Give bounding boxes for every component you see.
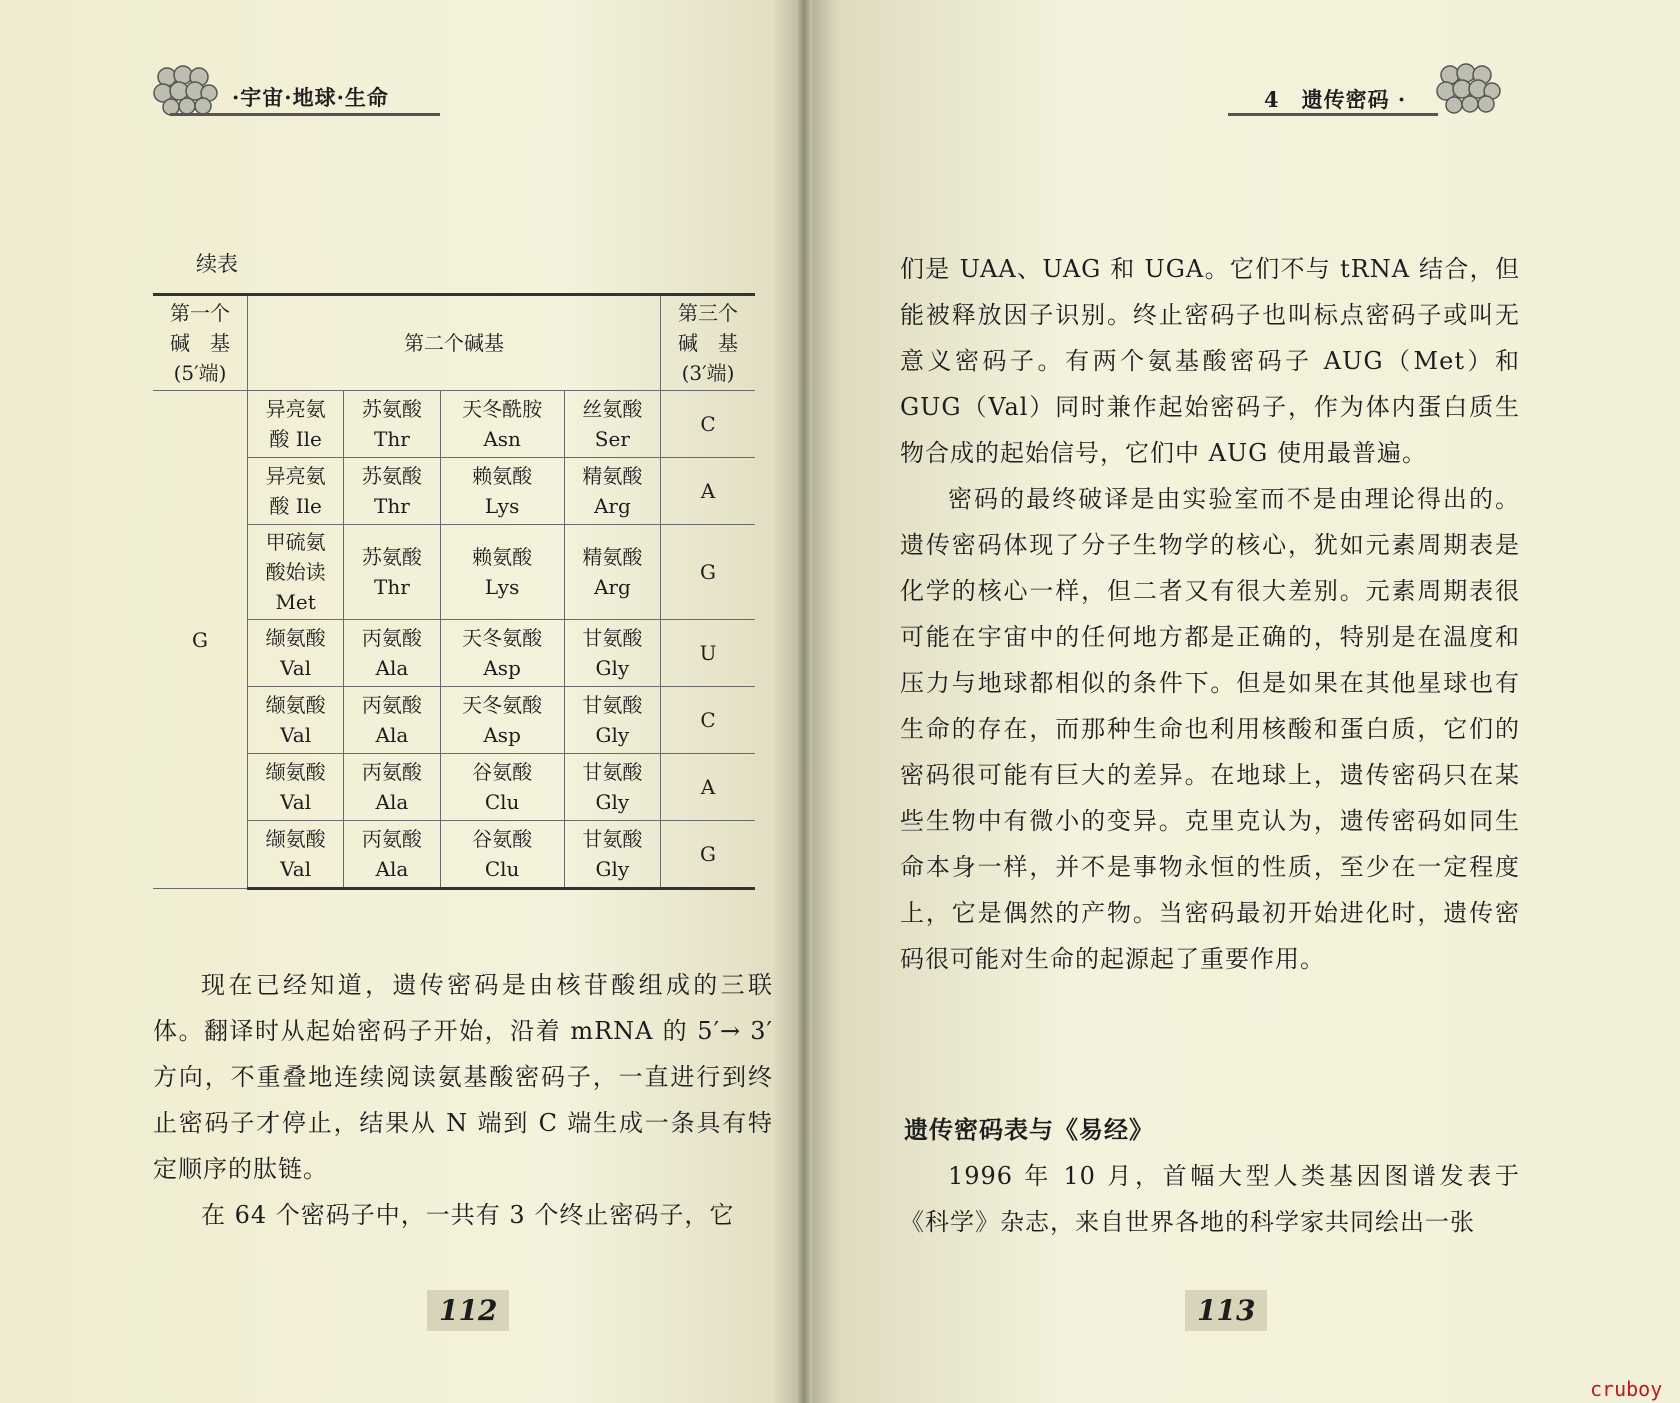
table-cell: 丙氨酸 Ala bbox=[344, 620, 440, 687]
third-base-cell: C bbox=[661, 391, 756, 458]
table-cell: 丙氨酸 Ala bbox=[344, 821, 440, 889]
watermark-text: cruboy bbox=[1590, 1377, 1663, 1401]
table-cell: 谷氨酸 Clu bbox=[440, 821, 564, 889]
right-header-rule bbox=[1228, 113, 1438, 116]
left-running-header: ·宇宙·地球·生命 bbox=[232, 85, 389, 110]
table-cell: 异亮氨 酸 Ile bbox=[248, 391, 344, 458]
header-first-base: 第一个 碱 基 (5′端) bbox=[153, 295, 248, 391]
table-cell: 甘氨酸 Gly bbox=[564, 687, 660, 754]
right-running-header: 4 遗传密码 · bbox=[1264, 87, 1407, 112]
table-cell: 天冬氨酸 Asp bbox=[440, 687, 564, 754]
table-cell: 赖氨酸 Lys bbox=[440, 525, 564, 620]
table-cell: 苏氨酸 Thr bbox=[344, 458, 440, 525]
table-cell: 丙氨酸 Ala bbox=[344, 687, 440, 754]
table-cell: 缬氨酸 Val bbox=[248, 687, 344, 754]
table-cell: 缬氨酸 Val bbox=[248, 754, 344, 821]
table-cell: 苏氨酸 Thr bbox=[344, 525, 440, 620]
third-base-cell: U bbox=[661, 620, 756, 687]
table-cell: 谷氨酸 Clu bbox=[440, 754, 564, 821]
codon-table bbox=[153, 293, 755, 890]
right-paragraph-2: 密码的最终破译是由实验室而不是由理论得出的。遗传密码体现了分子生物学的核心，犹如元素周期表是化学的核心一样，但二者又有很大差别。元素周期表很可能在宇宙中的任何地方都是正确的，特别是在温度和压力与地球都相似的条件下。但是如果在其他星球也有生命的存在，而那种生命也利用核酸和蛋白质，它们的密码很可能有巨大的差异。在地球上，遗传密码只在某些生物中有微小的变异。克里克认为，遗传密码如同生命本身一样，并不是事物永恒的性质，至少在一定程度上，它是偶然的产物。当密码最初开始进化时，遗传密码很可能对生命的起源起了重要作用。 bbox=[900, 485, 1520, 973]
table-caption: 续表 bbox=[196, 252, 238, 276]
third-base-cell: C bbox=[661, 687, 756, 754]
left-paragraph-1: 现在已经知道，遗传密码是由核苷酸组成的三联体。翻译时从起始密码子开始，沿着 mRNA 的 5′→ 3′方向，不重叠地连续阅读氨基酸密码子，一直进行到终止密码子才停止，结果从 N 端到 C 端生成一条具有特定顺序的肽链。 bbox=[153, 971, 773, 1183]
third-base-cell: G bbox=[661, 525, 756, 620]
table-cell: 甘氨酸 Gly bbox=[564, 821, 660, 889]
right-page-number: 113 bbox=[1185, 1290, 1267, 1331]
table-cell: 精氨酸 Arg bbox=[564, 458, 660, 525]
grapes-ornament-icon bbox=[1436, 61, 1502, 115]
table-cell: 甲硫氨 酸始读 Met bbox=[248, 525, 344, 620]
header-second-base: 第二个碱基 bbox=[248, 295, 661, 391]
table-cell: 异亮氨 酸 Ile bbox=[248, 458, 344, 525]
right-paragraph-3: 1996 年 10 月，首幅大型人类基因图谱发表于《科学》杂志，来自世界各地的科学家共同绘出一张 bbox=[900, 1162, 1520, 1236]
table-cell: 精氨酸 Arg bbox=[564, 525, 660, 620]
table-cell: 赖氨酸 Lys bbox=[440, 458, 564, 525]
table-row bbox=[153, 391, 755, 458]
table-cell: 丙氨酸 Ala bbox=[344, 754, 440, 821]
left-paragraph-2: 在 64 个密码子中，一共有 3 个终止密码子，它 bbox=[201, 1201, 735, 1229]
third-base-cell: A bbox=[661, 458, 756, 525]
first-base-cell: G bbox=[153, 391, 248, 889]
table-cell: 丝氨酸 Ser bbox=[564, 391, 660, 458]
grapes-ornament-icon bbox=[153, 63, 219, 117]
third-base-cell: A bbox=[661, 754, 756, 821]
right-paragraph-1: 们是 UAA、UAG 和 UGA。它们不与 tRNA 结合，但能被释放因子识别。终止密码子也叫标点密码子或叫无意义密码子。有两个氨基酸密码子 AUG（Met）和 GUG（Val）同时兼作起始密码子，作为体内蛋白质生物合成的起始信号，它们中 AUG 使用最普遍。 bbox=[900, 255, 1520, 467]
table-cell: 苏氨酸 Thr bbox=[344, 391, 440, 458]
table-cell: 缬氨酸 Val bbox=[248, 620, 344, 687]
left-page-number: 112 bbox=[427, 1290, 509, 1331]
book-spine bbox=[796, 0, 812, 1403]
header-third-base: 第三个 碱 基 (3′端) bbox=[661, 295, 756, 391]
table-cell: 甘氨酸 Gly bbox=[564, 620, 660, 687]
table-cell: 天冬氨酸 Asp bbox=[440, 620, 564, 687]
table-cell: 缬氨酸 Val bbox=[248, 821, 344, 889]
table-header-row bbox=[153, 295, 755, 391]
section-heading: 遗传密码表与《易经》 bbox=[904, 1115, 1154, 1144]
table-cell: 天冬酰胺 Asn bbox=[440, 391, 564, 458]
table-cell: 甘氨酸 Gly bbox=[564, 754, 660, 821]
left-header-rule bbox=[170, 113, 440, 116]
third-base-cell: G bbox=[661, 821, 756, 889]
